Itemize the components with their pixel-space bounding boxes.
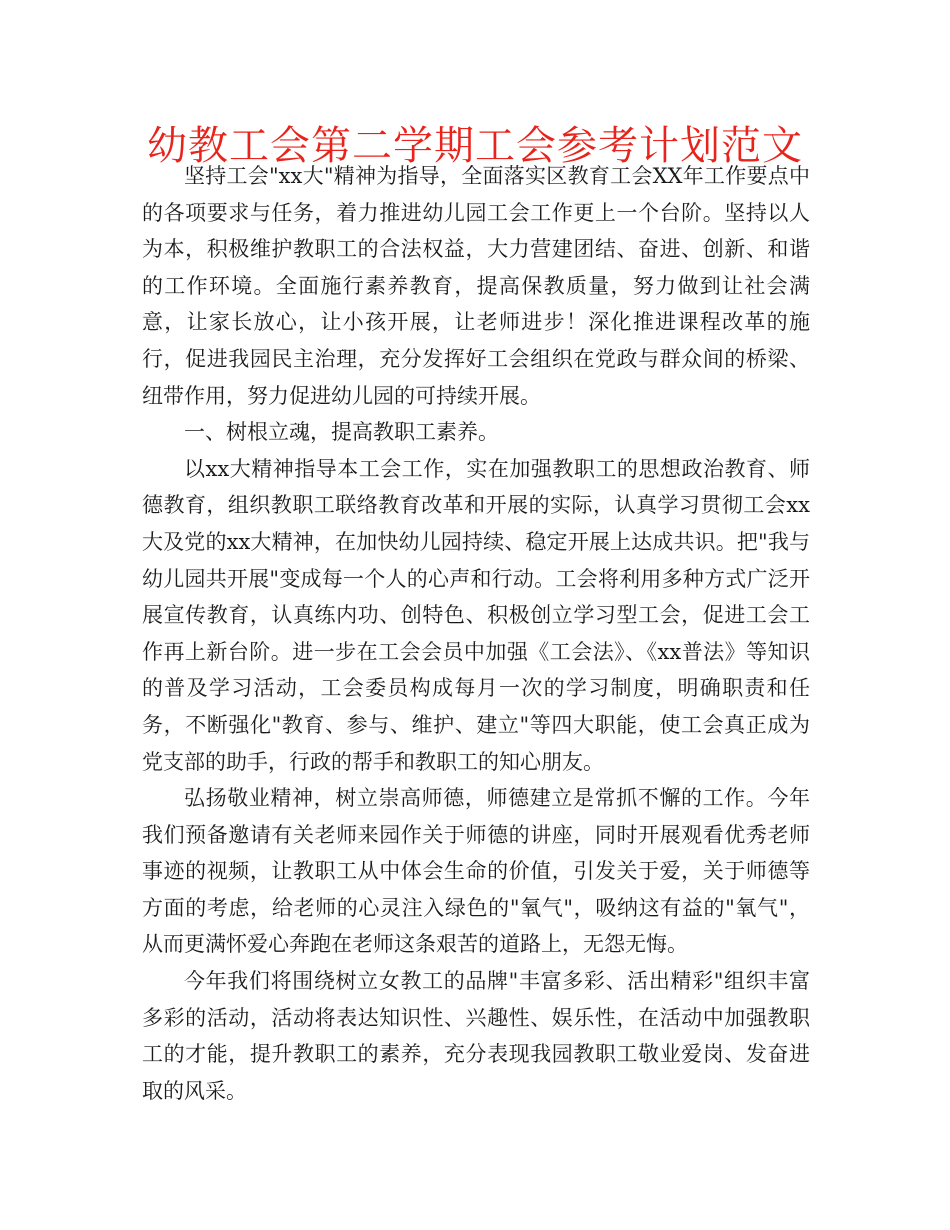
paragraph-ethics: 弘扬敬业精神，树立崇高师德，师德建立是常抓不懈的工作。今年我们预备邀请有关老师来园作关于师德的讲座，同时开展观看优秀老师事迹的视频，让教职工从中体会生命的价值，引发关于爱，关于师德等方面的考虑，给老师的心灵注入绿色的"氧气"，吸纳这有益的"氧气"，从而更满怀爱心奔跑在老师这条艰苦的道路上，无怨无悔。 (142, 786, 810, 957)
paragraph-study: 以xx大精神指导本工会工作，实在加强教职工的思想政治教育、师德教育，组织教职工联络教育改革和开展的实际，认真学习贯彻工会xx大及党的xx大精神，在加快幼儿园持续、稳定开展上达成共识。把"我与幼儿园共开展"变成每一个人的心声和行动。工会将利用多种方式广泛开展宣传教育，认真练内功、创特色、积极创立学习型工会，促进工会工作再上新台阶。进一步在工会会员中加强《工会法》、《xx普法》等知识的普及学习活动，工会委员构成每月一次的学习制度，明确职责和任务，不断强化"教育、参与、维护、建立"等四大职能，使工会真正成为党支部的助手，行政的帮手和教职工的知心朋友。 (142, 456, 810, 774)
document-body (142, 158, 810, 1109)
paragraph-activities: 今年我们将围绕树立女教工的品牌"丰富多彩、活出精彩"组织丰富多彩的活动，活动将表达知识性、兴趣性、娱乐性，在活动中加强教职工的才能，提升教职工的素养，充分表现我园教职工敬业爱岗、发奋进取的风采。 (142, 969, 810, 1103)
section-heading-1: 一、树根立魂，提高教职工素养。 (184, 420, 499, 445)
paragraph-intro: 坚持工会"xx大"精神为指导，全面落实区教育工会XX年工作要点中的各项要求与任务，着力推进幼儿园工会工作更上一个台阶。坚持以人为本，积极维护教职工的合法权益，大力营建团结、奋进、创新、和谐的工作环境。全面施行素养教育，提高保教质量，努力做到让社会满意，让家长放心，让小孩开展，让老师进步！深化推进课程改革的施行，促进我园民主治理，充分发挥好工会组织在党政与群众间的桥梁、纽带作用，努力促进幼儿园的可持续开展。 (142, 164, 810, 408)
document-title: 幼教工会第二学期工会参考计划范文 (147, 123, 803, 169)
